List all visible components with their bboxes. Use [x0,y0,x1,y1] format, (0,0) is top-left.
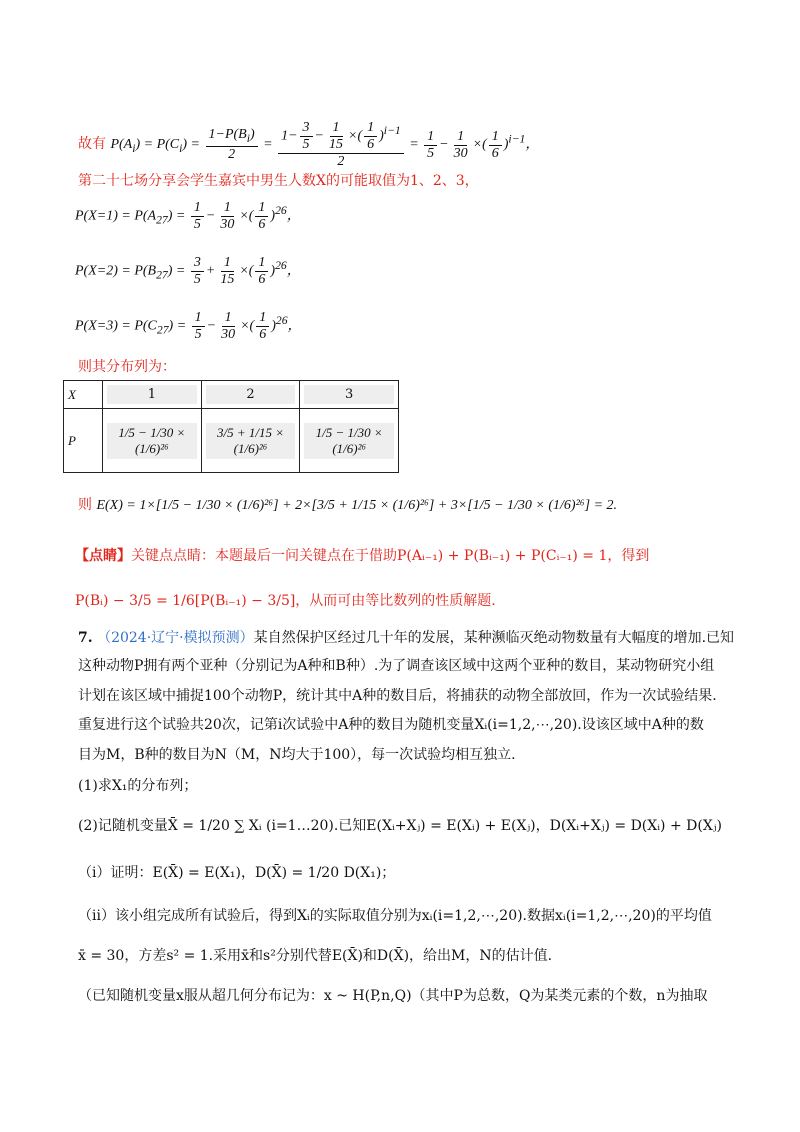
key-point-line-2: P(Bᵢ) − 3/5 = 1/6[P(Bᵢ₋₁) − 3/5]，从而可由等比数列的性质解题. [75,593,496,609]
expectation-line [78,494,617,517]
formula-p-a-c: $P(A_i) = P(C_i)$ = $\frac{1-P(B_i)}{2}$ = 1− $\frac{3}{5}$ − $\frac{1}{15}$ ×( $\frac{1}{6}$ )$^{i-1}$ 2 = $\frac{1}{5}$ − $\frac{1}{30}$ ×( $\frac{1}{6}$ )$^{i-1}$， [110,120,540,169]
question-2: (2)记随机变量X̄ = 1/20 ∑ Xᵢ (i=1…20).已知E(Xᵢ+Xⱼ) = E(Xᵢ) + E(Xⱼ)，D(Xᵢ+Xⱼ) = D(Xᵢ) + D(Xⱼ) [78,818,722,834]
px1-formula: $P(X=1) = P(A_{27})$ = $\frac{1}{5}$ − $\frac{1}{30}$ ×( $\frac{1}{6}$ )$^{26}$， [75,200,301,232]
line-prefix: 故有 [78,136,106,153]
question-2-ii-a: （ii）该小组完成所有试验后，得到Xᵢ的实际取值分别为xᵢ(i=1,2,⋯,20).数据xᵢ(i=1,2,⋯,20)的平均值 [78,908,712,924]
expectation-formula: E(X) = 1×[1/5 − 1/30 × (1/6)²⁶] + 2×[3/5 + 1/15 × (1/6)²⁶] + 3×[1/5 − 1/30 × (1/6)²⁶] = 2. [96,498,618,513]
problem-text: 某自然保护区经过几十年的发展，某种濒临灭绝动物数量有大幅度的增加.已知 [253,630,735,646]
question-1: (1)求X₁的分布列； [78,778,198,794]
table-cell: 1 [103,381,202,409]
table-cell: 3/5 + 1/15 × (1/6)²⁶ [201,409,300,473]
table-row [64,409,399,473]
px2-formula: $P(X=2) = P(B_{27})$ = $\frac{3}{5}$ + $\frac{1}{15}$ ×( $\frac{1}{6}$ )$^{26}$， [75,255,301,287]
distribution-intro: 则其分布列为： [78,359,176,375]
hypergeometric-note: （已知随机变量x服从超几何分布记为：x ~ H(P,n,Q)（其中P为总数，Q为某类元素的个数，n为抽取 [78,988,708,1004]
line-prefix: 则 [78,497,92,513]
question-2-i: （i）证明：E(X̄) = E(X₁)，D(X̄) = 1/20 D(X₁)； [78,865,396,881]
table-cell: 1/5 − 1/30 × (1/6)²⁶ [103,409,202,473]
table-cell: 3 [300,381,399,409]
question-2-ii-b: x̄ = 30，方差s² = 1.采用x̄和s²分别代替E(X̄)和D(X̄)，给出M，N的估计值. [78,948,553,964]
table-row [64,381,399,409]
px3-formula: $P(X=3) = P(C_{27})$ = $\frac{1}{5}$ − $\frac{1}{30}$ ×( $\frac{1}{6}$ )$^{26}$， [75,310,302,342]
solution-line-2: 第二十七场分享会学生嘉宾中男生人数X的可能取值为1、2、3， [78,173,479,189]
problem-7-line-5: 目为M，B种的数目为N（M，N均大于100），每一次试验均相互独立. [78,747,516,763]
key-point-line [75,545,649,567]
problem-7-line-1 [78,627,734,649]
table-cell: 2 [201,381,300,409]
problem-source: （2024·辽宁·模拟预测） [97,630,254,646]
problem-7-line-2: 这种动物P拥有两个亚种（分别记为A种和B种）.为了调查该区域中这两个亚种的数目，某动物研究小组 [78,658,715,674]
problem-7-line-3: 计划在该区域中捕捉100个动物P，统计其中A种的数目后，将捕获的动物全部放回，作为一次试验结果. [78,688,717,704]
distribution-table [63,380,399,473]
problem-7-line-4: 重复进行这个试验共20次，记第i次试验中A种的数目为随机变量Xᵢ(i=1,2,⋯,20).设该区域中A种的数 [78,717,704,733]
key-point-tag: 【点睛】 [75,548,131,564]
solution-line-1 [78,120,539,170]
table-header-x: X [64,381,103,409]
table-cell: 1/5 − 1/30 × (1/6)²⁶ [300,409,399,473]
table-header-p: P [64,409,103,473]
problem-number: 7. [78,630,93,646]
key-point-text: 关键点点睛：本题最后一问关键点在于借助P(Aᵢ₋₁) + P(Bᵢ₋₁) + P(Cᵢ₋₁) = 1，得到 [131,548,650,564]
